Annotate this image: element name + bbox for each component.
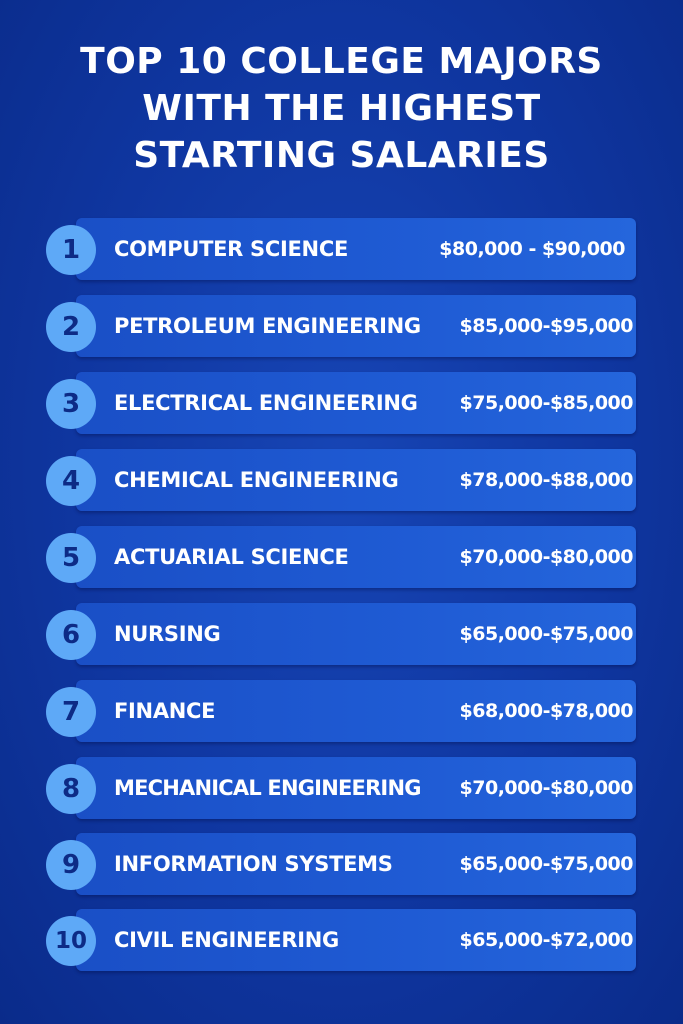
major-name: CHEMICAL ENGINEERING [114, 468, 399, 492]
major-name: MECHANICAL ENGINEERING [114, 776, 421, 800]
rank-badge: 8 [46, 764, 96, 814]
salary-range: $70,000-$80,000 [459, 546, 633, 568]
major-name: NURSING [114, 622, 221, 646]
list-item [0, 757, 683, 821]
rank-badge: 1 [46, 225, 96, 275]
major-name: ELECTRICAL ENGINEERING [114, 391, 418, 415]
rank-badge: 4 [46, 456, 96, 506]
list-item [0, 295, 683, 359]
list-item [0, 833, 683, 897]
rank-badge: 9 [46, 840, 96, 890]
salary-range: $65,000-$75,000 [459, 853, 633, 875]
rank-badge: 2 [46, 302, 96, 352]
title-line-2: WITH THE HIGHEST [142, 88, 541, 129]
major-name: FINANCE [114, 699, 216, 723]
major-name: COMPUTER SCIENCE [114, 237, 348, 261]
major-name: CIVIL ENGINEERING [114, 928, 339, 952]
rank-badge: 6 [46, 610, 96, 660]
list-item [0, 909, 683, 973]
rank-badge: 5 [46, 533, 96, 583]
rank-badge: 7 [46, 687, 96, 737]
salary-range: $78,000-$88,000 [459, 469, 633, 491]
list-item [0, 680, 683, 744]
list-item [0, 218, 683, 282]
rank-badge: 3 [46, 379, 96, 429]
salary-range: $75,000-$85,000 [459, 392, 633, 414]
salary-range: $85,000-$95,000 [459, 315, 633, 337]
major-name: PETROLEUM ENGINEERING [114, 314, 421, 338]
list-item [0, 372, 683, 436]
list-item [0, 603, 683, 667]
list-item [0, 526, 683, 590]
major-name: INFORMATION SYSTEMS [114, 852, 393, 876]
title-line-1: TOP 10 COLLEGE MAJORS [80, 41, 603, 82]
list-item [0, 449, 683, 513]
rank-badge: 10 [46, 916, 96, 966]
salary-range: $65,000-$72,000 [459, 929, 633, 951]
salary-range: $70,000-$80,000 [459, 777, 633, 799]
title-line-3: STARTING SALARIES [133, 135, 550, 176]
salary-range: $65,000-$75,000 [459, 623, 633, 645]
salary-range: $68,000-$78,000 [459, 700, 633, 722]
salary-range: $80,000 - $90,000 [439, 238, 625, 260]
major-name: ACTUARIAL SCIENCE [114, 545, 349, 569]
